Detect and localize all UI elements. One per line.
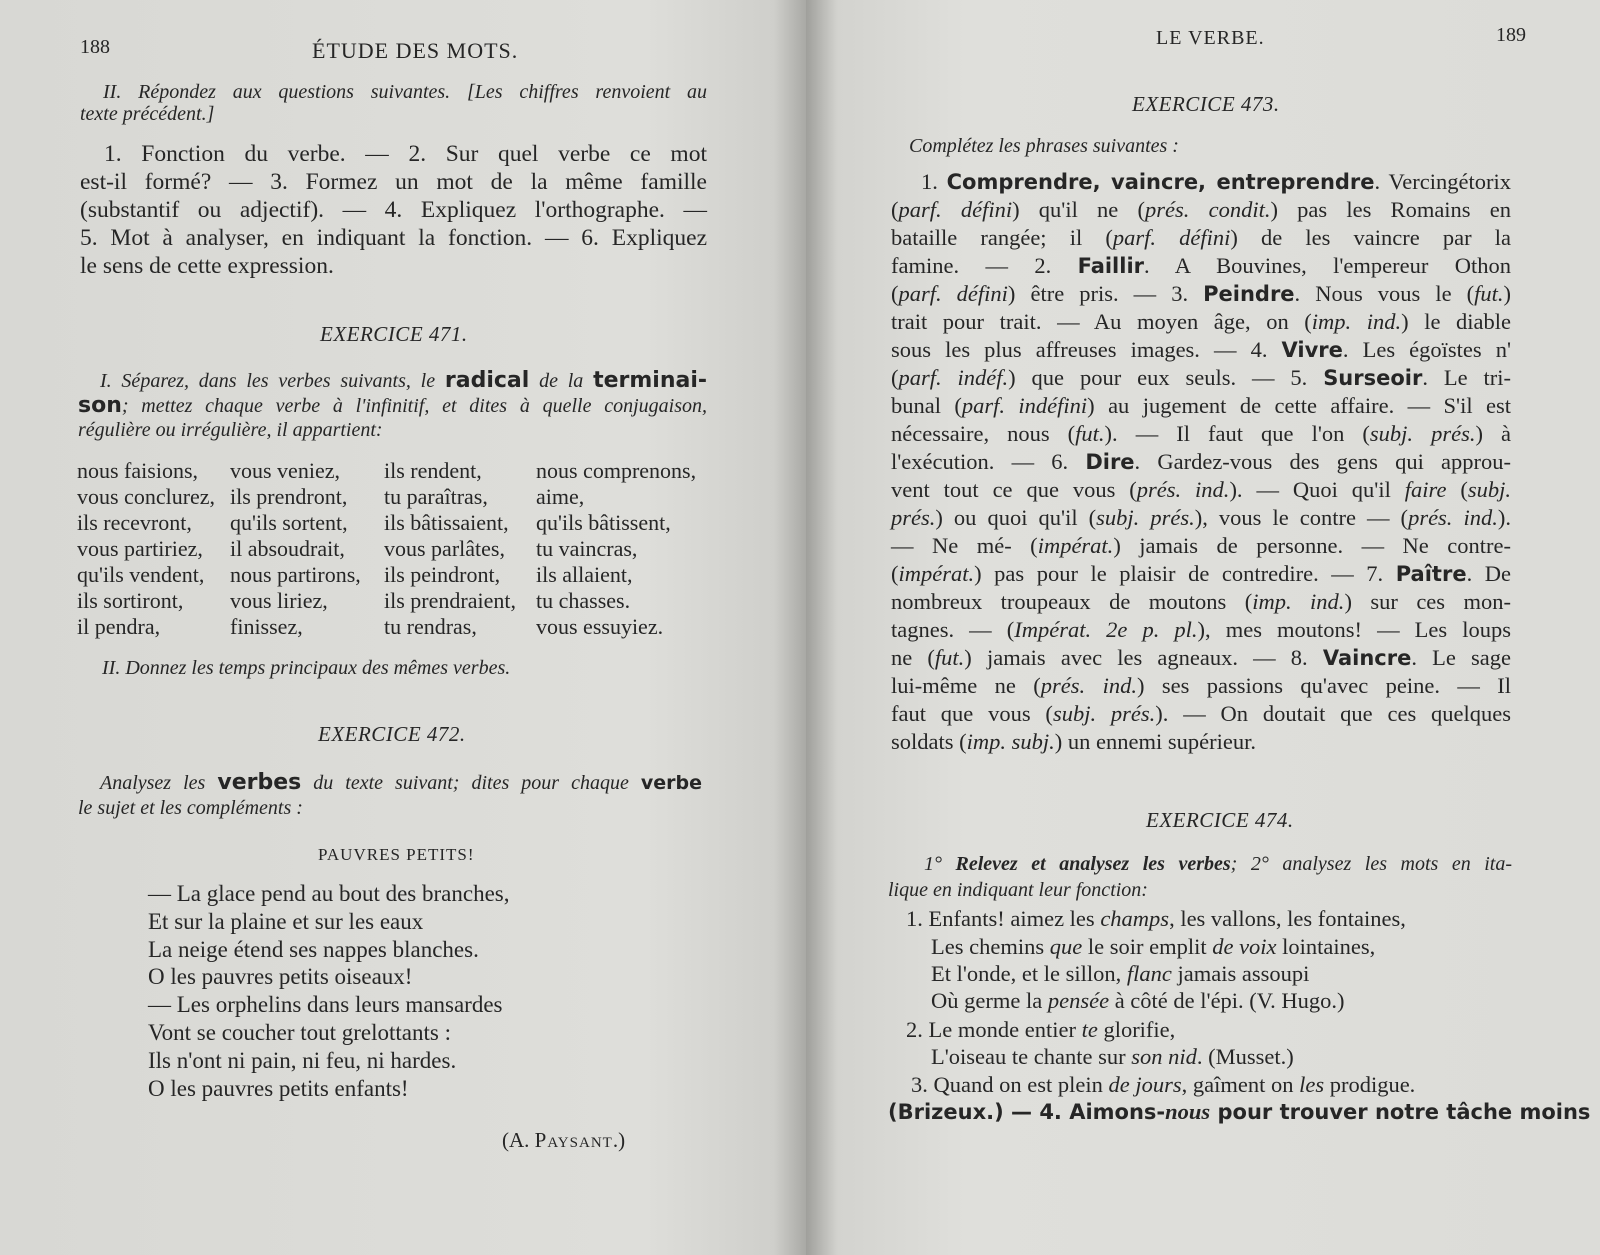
- bold-text: Faillir: [1077, 254, 1145, 278]
- exercise-line: [891, 196, 1511, 224]
- exercise-line: [891, 168, 1511, 196]
- verb-cell: vous conclurez,: [77, 484, 216, 509]
- poem: [148, 880, 509, 1102]
- verb-cell: ils bâtissaient,: [384, 510, 509, 535]
- text-run: (: [1446, 477, 1468, 502]
- instruction-line: Complétez les phrases suivantes :: [909, 135, 1179, 157]
- text-run: ) ou quoi qu'il (: [935, 505, 1097, 530]
- text-run: (: [891, 561, 899, 586]
- verb-cell: il absoudrait,: [230, 536, 345, 561]
- text-run: ) qu'il ne (: [1012, 197, 1145, 222]
- instruction-text: ; mettez chaque verbe à l'infinitif, et dites à quelle conjugaison,: [121, 395, 707, 417]
- verb-cell: qu'ils bâtissent,: [536, 510, 671, 535]
- verb-cell: ils rendent,: [384, 458, 482, 483]
- exercise-line: [931, 1043, 1294, 1071]
- exercise-line: [891, 504, 1511, 532]
- text-run: . A Bouvines, l'empereur Othon: [1144, 253, 1511, 278]
- question-line: le sens de cette expression.: [80, 253, 334, 279]
- table-row: [77, 484, 706, 510]
- italic-text: subj. prés.: [1096, 505, 1195, 530]
- running-head: LE VERBE.: [1156, 27, 1265, 49]
- poem-line: La neige étend ses nappes blanches.: [148, 936, 479, 962]
- text-run: nombreux troupeaux de moutons (: [891, 589, 1253, 614]
- attribution-text: (A.: [502, 1128, 535, 1152]
- text-run: lui-même ne (: [891, 673, 1041, 698]
- text-run: Et l'onde, et le sillon,: [931, 961, 1127, 986]
- instruction-line: le sujet et les compléments :: [78, 797, 303, 819]
- italic-text: de jours: [1108, 1072, 1182, 1097]
- exercise-line: [906, 1016, 1175, 1044]
- exercise-line: [891, 588, 1511, 616]
- exercise-line: [891, 476, 1511, 504]
- exercise-line: [891, 392, 1511, 420]
- text-run: L'oiseau te chante sur: [931, 1044, 1132, 1069]
- question-line: est-il formé? — 3. Formez un mot de la même famille: [80, 169, 707, 195]
- exercise-line: [891, 728, 1511, 756]
- keyword-terminaison: son: [78, 393, 122, 418]
- italic-text: prés.: [891, 505, 936, 530]
- italic-text: fut.: [934, 645, 965, 670]
- verb-cell: vous partiriez,: [77, 536, 203, 561]
- text-run: Les chemins: [931, 934, 1050, 959]
- text-run: — Il faut que l'on (: [1117, 421, 1370, 446]
- text-run: ): [1503, 281, 1511, 306]
- exercise-title: EXERCICE 474.: [1146, 808, 1294, 832]
- italic-text: que: [1049, 934, 1083, 959]
- verb-cell: qu'ils vendent,: [77, 562, 205, 587]
- italic-text: te: [1081, 1017, 1098, 1042]
- text-run: ) un ennemi supérieur.: [1054, 729, 1256, 754]
- bold-text: pour trouver notre tâche moins: [1210, 1100, 1591, 1124]
- italic-text: imp. ind.: [1311, 309, 1402, 334]
- italic-text: fut.: [1075, 421, 1105, 446]
- text-run: ) être pris. — 3.: [1007, 281, 1204, 306]
- text-run: l'exécution. — 6.: [891, 449, 1086, 474]
- instruction-text: I. Séparez, dans les verbes suivants, le: [100, 370, 445, 392]
- bold-text: Paître: [1395, 562, 1467, 586]
- instruction-line: [78, 393, 707, 419]
- verb-cell: vous essuyiez.: [536, 614, 664, 639]
- section-heading-line: texte précédent.]: [80, 103, 215, 125]
- text-run: famine. — 2.: [891, 253, 1078, 278]
- text-run: Où germe la: [931, 988, 1048, 1013]
- verb-cell: nous comprenons,: [536, 458, 697, 483]
- text-run: ne (: [891, 645, 935, 670]
- instruction-line: [100, 770, 702, 796]
- verb-cell: vous veniez,: [230, 458, 340, 483]
- italic-text: parf. défini: [898, 197, 1013, 222]
- instruction-line: [100, 368, 707, 394]
- attribution: [502, 1128, 625, 1153]
- instruction-text: Analysez les: [100, 772, 218, 794]
- text-run: ) jamais de personne. — Ne contre-: [1113, 533, 1511, 558]
- exercise-line: [906, 905, 1406, 933]
- text-run: bataille rangée; il (: [891, 225, 1113, 250]
- text-run: à côté de l'épi. (V. Hugo.): [1109, 988, 1345, 1013]
- italic-text: les: [1299, 1072, 1325, 1097]
- text-run: . Vercingétorix: [1374, 169, 1511, 194]
- poem-line: — Les orphelins dans leurs mansardes: [148, 992, 503, 1018]
- exercise-line: [891, 308, 1511, 336]
- instruction-bold: Relevez et analysez les verbes: [955, 853, 1231, 875]
- italic-text: parf. défini: [1112, 225, 1231, 250]
- text-run: . Les égoïstes n': [1342, 337, 1511, 362]
- verb-cell: ils peindront,: [384, 562, 501, 587]
- italic-text: impérat.: [1037, 533, 1114, 558]
- text-run: le soir emplit: [1082, 934, 1213, 959]
- question-line: 5. Mot à analyser, en indiquant la fonction. — 6. Expliquez: [80, 225, 707, 251]
- verb-cell: finissez,: [230, 614, 303, 639]
- text-run: trait pour trait. — Au moyen âge, on (: [891, 309, 1312, 334]
- verb-cell: nous faisions,: [77, 458, 198, 483]
- bold-text: (Brizeux.) — 4. Aimons-: [888, 1100, 1166, 1124]
- text-run: — Ne mé- (: [891, 533, 1038, 558]
- keyword-terminaison: terminai-: [593, 368, 707, 393]
- table-row: [77, 510, 706, 536]
- italic-text: nous: [1165, 1099, 1211, 1124]
- italic-text: subj.: [1467, 477, 1511, 502]
- italic-text: faire: [1404, 477, 1447, 502]
- exercise-title: EXERCICE 471.: [320, 322, 468, 346]
- exercise-line: [911, 1071, 1415, 1099]
- text-run: ).: [1497, 505, 1511, 530]
- text-run: 1. Enfants! aimez les: [906, 906, 1101, 931]
- verb-cell: ils sortiront,: [77, 588, 184, 613]
- text-run: ).: [1229, 477, 1243, 502]
- keyword-verbe: verbe: [640, 772, 702, 794]
- keyword-verbes: verbes: [217, 770, 302, 795]
- table-row: [77, 562, 706, 588]
- italic-text: parf. indéfini: [961, 393, 1088, 418]
- exercise-line: [891, 644, 1511, 672]
- exercise-line: [891, 420, 1511, 448]
- text-run: ) à: [1475, 421, 1511, 446]
- instruction-text: de la: [529, 370, 594, 392]
- italic-text: de voix: [1212, 934, 1277, 959]
- text-run: ), mes moutons! — Les loups: [1197, 617, 1511, 642]
- text-run: 3. Quand on est plein: [911, 1072, 1109, 1097]
- text-run: . (Musset.): [1196, 1044, 1294, 1069]
- questions-paragraph: [80, 140, 707, 280]
- instruction-text: 1°: [924, 853, 956, 875]
- text-run: jamais assoupi: [1171, 961, 1310, 986]
- table-row: [77, 614, 706, 640]
- text-run: ) que pour eux seuls. — 5.: [1008, 365, 1324, 390]
- italic-text: imp. ind.: [1252, 589, 1345, 614]
- instruction-line: lique en indiquant leur fonction:: [888, 879, 1148, 901]
- exercise-line: [891, 252, 1511, 280]
- exercise-line: [891, 700, 1511, 728]
- text-run: 2. Le monde entier: [906, 1017, 1082, 1042]
- text-run: ) au jugement de cette affaire. — S'il est: [1087, 393, 1511, 418]
- verb-cell: ils allaient,: [536, 562, 633, 587]
- verbs-table: [77, 458, 706, 640]
- poem-line: O les pauvres petits enfants!: [148, 1075, 409, 1101]
- text-run: faut que vous (: [891, 701, 1053, 726]
- exercise-line: [891, 448, 1511, 476]
- italic-text: pensée: [1047, 988, 1110, 1013]
- italic-text: prés. ind.: [1408, 505, 1498, 530]
- table-row: [77, 588, 706, 614]
- exercise-473-text: [891, 168, 1511, 756]
- italic-text: prés. ind.: [1040, 673, 1137, 698]
- verb-cell: tu chasses.: [536, 588, 631, 613]
- verb-cell: vous parlâtes,: [384, 536, 505, 561]
- exercise-line: [891, 532, 1511, 560]
- verb-cell: tu vaincras,: [536, 536, 638, 561]
- text-run: ).: [1155, 701, 1169, 726]
- text-run: . De: [1466, 561, 1511, 586]
- text-run: ) jamais avec les agneaux. — 8.: [964, 645, 1323, 670]
- italic-text: son nid: [1131, 1044, 1197, 1069]
- bold-text: Comprendre, vaincre, entreprendre: [946, 170, 1375, 194]
- author-name: Paysant: [534, 1128, 613, 1152]
- exercise-part2: II. Donnez les temps principaux des mêmes verbes.: [102, 657, 511, 679]
- text-run: ) pas pour le plaisir de contredire. — 7.: [974, 561, 1396, 586]
- verb-cell: vous liriez,: [230, 588, 328, 613]
- italic-text: impérat.: [898, 561, 975, 586]
- text-run: (: [891, 281, 899, 306]
- text-run: . Le sage: [1411, 645, 1512, 670]
- verb-cell: tu rendras,: [384, 614, 477, 639]
- attribution-text: .): [612, 1128, 626, 1152]
- italic-text: Impérat. 2e p. pl.: [1014, 617, 1198, 642]
- italic-text: champs: [1100, 906, 1170, 931]
- italic-text: subj. prés.: [1369, 421, 1476, 446]
- italic-text: fut.: [1474, 281, 1504, 306]
- verb-cell: ils recevront,: [77, 510, 192, 535]
- table-row: [77, 536, 706, 562]
- poem-line: Ils n'ont ni pain, ni feu, ni hardes.: [148, 1047, 457, 1073]
- italic-text: flanc: [1126, 961, 1172, 986]
- exercise-line: [931, 933, 1375, 961]
- exercise-line: [931, 987, 1345, 1015]
- exercise-line: [891, 224, 1511, 252]
- text-run: ) pas les Romains en: [1270, 197, 1512, 222]
- exercise-line: [891, 280, 1511, 308]
- exercise-line: [891, 672, 1511, 700]
- exercise-line: [888, 1098, 1591, 1126]
- keyword-radical: radical: [444, 368, 530, 393]
- verb-cell: ils prendront,: [230, 484, 348, 509]
- text-run: ), vous le contre — (: [1194, 505, 1409, 530]
- exercise-line: [891, 616, 1511, 644]
- italic-text: subj. prés.: [1052, 701, 1156, 726]
- text-run: ) de les vaincre par la: [1230, 225, 1512, 250]
- question-line: (substantif ou adjectif). — 4. Expliquez l'orthographe. —: [80, 197, 707, 223]
- text-run: , les vallons, les fontaines,: [1169, 906, 1406, 931]
- bold-text: Dire: [1085, 450, 1135, 474]
- running-head: ÉTUDE DES MOTS.: [312, 38, 519, 63]
- italic-text: parf. défini: [898, 281, 1008, 306]
- instruction-line: régulière ou irrégulière, il appartient:: [78, 419, 383, 441]
- text-run: ) ses passions qu'avec peine. — Il: [1136, 673, 1512, 698]
- instruction-text: ; 2° analysez les mots en ita-: [1230, 853, 1513, 875]
- instruction-text: du texte suivant; dites pour chaque: [301, 772, 641, 794]
- text-run: (: [891, 365, 899, 390]
- italic-text: imp. subj.: [966, 729, 1055, 754]
- text-run: . Nous vous le (: [1294, 281, 1475, 306]
- exercise-line: [891, 560, 1511, 588]
- poem-line: Et sur la plaine et sur les eaux: [148, 908, 424, 934]
- poem-line: Vont se coucher tout grelottants :: [148, 1019, 451, 1045]
- text-run: sous les plus affreuses images. — 4.: [891, 337, 1282, 362]
- text-run: soldats (: [891, 729, 967, 754]
- text-run: 1.: [921, 169, 947, 194]
- text-run: prodigue.: [1324, 1072, 1416, 1097]
- text-run: . Gardez-vous des gens qui approu-: [1134, 449, 1511, 474]
- text-run: glorifie,: [1097, 1017, 1176, 1042]
- text-run: — On doutait que ces quelques: [1168, 701, 1511, 726]
- text-run: ) sur ces mon-: [1344, 589, 1511, 614]
- text-run: nécessaire, nous (: [891, 421, 1076, 446]
- verb-cell: ils prendraient,: [384, 588, 516, 613]
- poem-line: O les pauvres petits oiseaux!: [148, 964, 413, 990]
- right-page: [806, 0, 1600, 1255]
- bold-text: Peindre: [1203, 282, 1295, 306]
- text-run: — Quoi qu'il: [1242, 477, 1405, 502]
- italic-text: prés. ind.: [1136, 477, 1230, 502]
- text-run: tagnes. — (: [891, 617, 1015, 642]
- text-run: lointaines,: [1276, 934, 1376, 959]
- italic-text: prés. condit.: [1145, 197, 1271, 222]
- table-row: [77, 458, 706, 484]
- verb-cell: aime,: [536, 484, 585, 509]
- text-run: (: [891, 197, 899, 222]
- bold-text: Vivre: [1281, 338, 1343, 362]
- exercise-title: EXERCICE 472.: [318, 722, 466, 746]
- page-number: 188: [80, 36, 110, 58]
- instruction-line: [924, 852, 1512, 877]
- verb-cell: tu paraîtras,: [384, 484, 488, 509]
- italic-text: parf. indéf.: [898, 365, 1009, 390]
- exercise-line: [891, 336, 1511, 364]
- poem-title: PAUVRES PETITS!: [318, 845, 475, 864]
- exercise-line: [931, 960, 1309, 988]
- question-line: 1. Fonction du verbe. — 2. Sur quel verbe ce mot: [104, 141, 707, 167]
- text-run: bunal (: [891, 393, 962, 418]
- bold-text: Vaincre: [1322, 646, 1412, 670]
- verb-cell: qu'ils sortent,: [230, 510, 348, 535]
- verb-cell: il pendra,: [77, 614, 161, 639]
- text-run: ) le diable: [1401, 309, 1511, 334]
- page-number: 189: [1496, 24, 1526, 46]
- section-heading-line: II. Répondez aux questions suivantes. [Les chiffres renvoient au: [103, 81, 707, 103]
- text-run: . Le tri-: [1422, 365, 1511, 390]
- poem-line: — La glace pend au bout des branches,: [148, 881, 510, 906]
- text-run: vent tout ce que vous (: [891, 477, 1137, 502]
- exercise-title: EXERCICE 473.: [1132, 92, 1280, 116]
- text-run: ).: [1104, 421, 1118, 446]
- text-run: , gaîment on: [1181, 1072, 1300, 1097]
- bold-text: Surseoir: [1323, 366, 1423, 390]
- verb-cell: nous partirons,: [230, 562, 361, 587]
- exercise-line: [891, 364, 1511, 392]
